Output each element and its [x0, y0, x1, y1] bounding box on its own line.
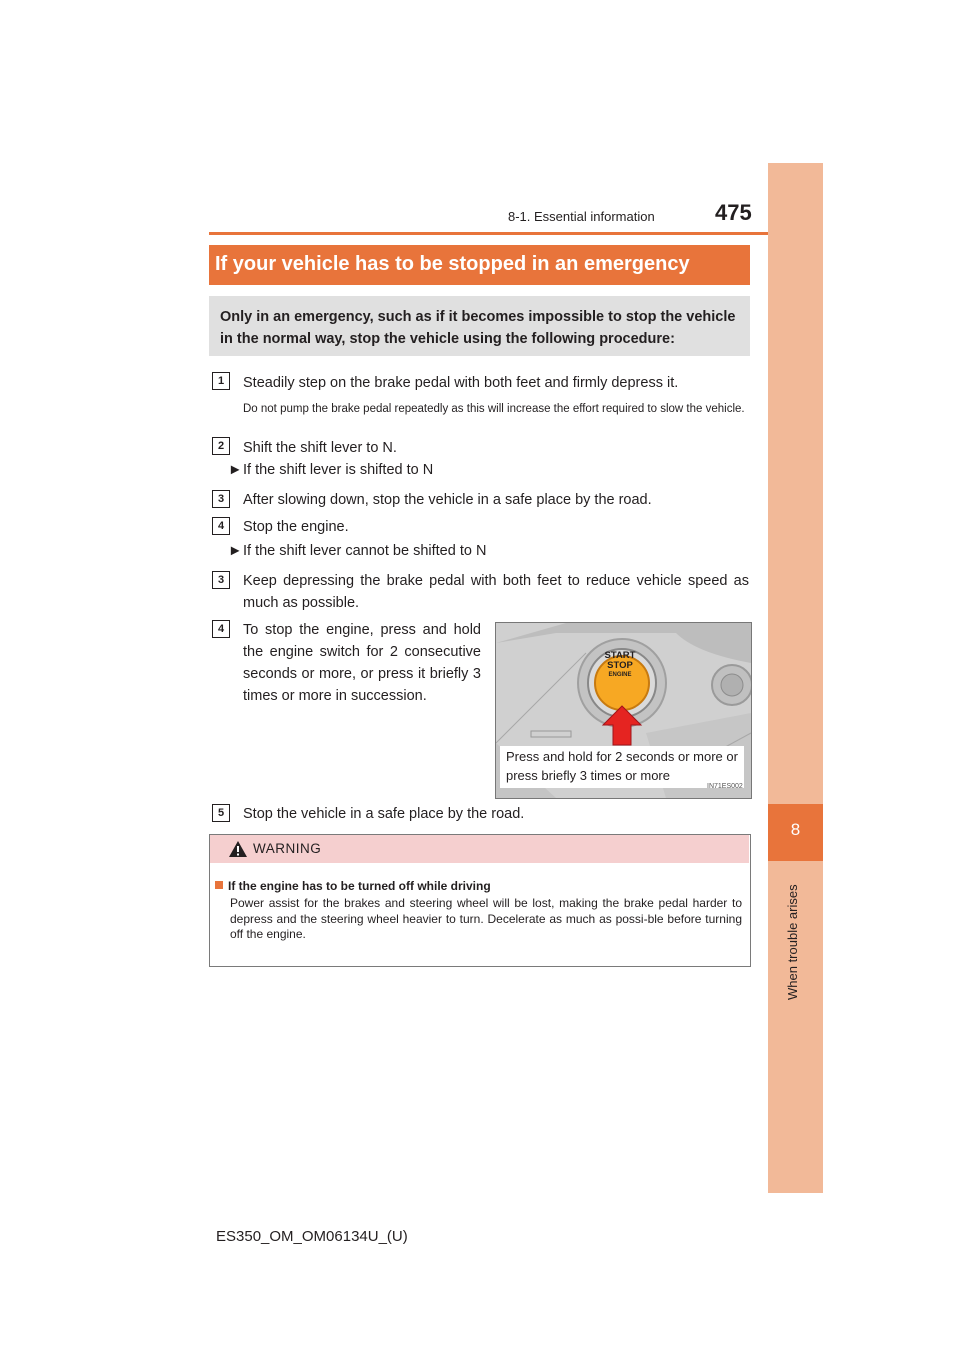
step-number: 2 [212, 437, 230, 455]
step-text: After slowing down, stop the vehicle in a safe place by the road. [243, 492, 652, 508]
step-text: To stop the engine, press and hold the engine switch for 2 consecutive seconds or more, or press it briefly 3 times or more in succession. [243, 622, 481, 704]
step-text: Steadily step on the brake pedal with both feet and firmly depress it. [243, 375, 679, 391]
warning-icon [228, 840, 248, 858]
page-number: 475 [715, 200, 752, 225]
square-bullet-icon [215, 881, 223, 889]
step-text: Keep depressing the brake pedal with both feet to reduce vehicle speed as much as possible. [243, 573, 749, 611]
step-number: 1 [212, 372, 230, 390]
side-tab-strip [768, 163, 823, 1193]
button-label-line: STOP [607, 660, 633, 671]
intro-text: Only in an emergency, such as if it becomes impossible to stop the vehicle in the normal way, stop the vehicle using the following procedure: [220, 309, 736, 347]
section-label: 8-1. Essential information [508, 209, 655, 224]
sub-heading: If the shift lever is shifted to N [243, 462, 434, 478]
button-label-line: START [604, 650, 636, 661]
chapter-title-text: When trouble arises [785, 884, 800, 1000]
step-text: Shift the shift lever to N. [243, 440, 397, 456]
warning-body: Power assist for the brakes and steering wheel will be lost, making the brake pedal harder to depress and the steering wheel heavier to turn. Decelerate as much as possi-ble before turning off the engine. [230, 896, 742, 941]
step-text: Stop the engine. [243, 519, 349, 535]
illustration-code: IN71ES002 [707, 783, 743, 790]
button-label-line: ENGINE [608, 672, 632, 678]
header-rule [209, 232, 823, 235]
start-stop-button-label [599, 651, 641, 679]
step-number: 3 [212, 490, 230, 508]
step-number: 3 [212, 571, 230, 589]
sub-heading: If the shift lever cannot be shifted to N [243, 543, 487, 559]
step-number: 5 [212, 804, 230, 822]
chapter-number: 8 [790, 820, 801, 839]
triangle-bullet-icon: ► [228, 543, 243, 559]
step-text: Stop the vehicle in a safe place by the road. [243, 806, 525, 822]
document-code: ES350_OM_OM06134U_(U) [216, 1228, 408, 1245]
warning-title: WARNING [253, 841, 322, 856]
step-number: 4 [212, 620, 230, 638]
chapter-title [757, 870, 799, 1000]
page-title: If your vehicle has to be stopped in an emergency [215, 253, 690, 275]
warning-subtitle: If the engine has to be turned off while driving [228, 879, 491, 893]
triangle-bullet-icon: ► [228, 462, 243, 478]
step-note: Do not pump the brake pedal repeatedly as this will increase the effort required to slow the vehicle. [243, 403, 745, 415]
step-number: 4 [212, 517, 230, 535]
illustration-caption: Press and hold for 2 seconds or more or press briefly 3 times or more [506, 749, 738, 783]
